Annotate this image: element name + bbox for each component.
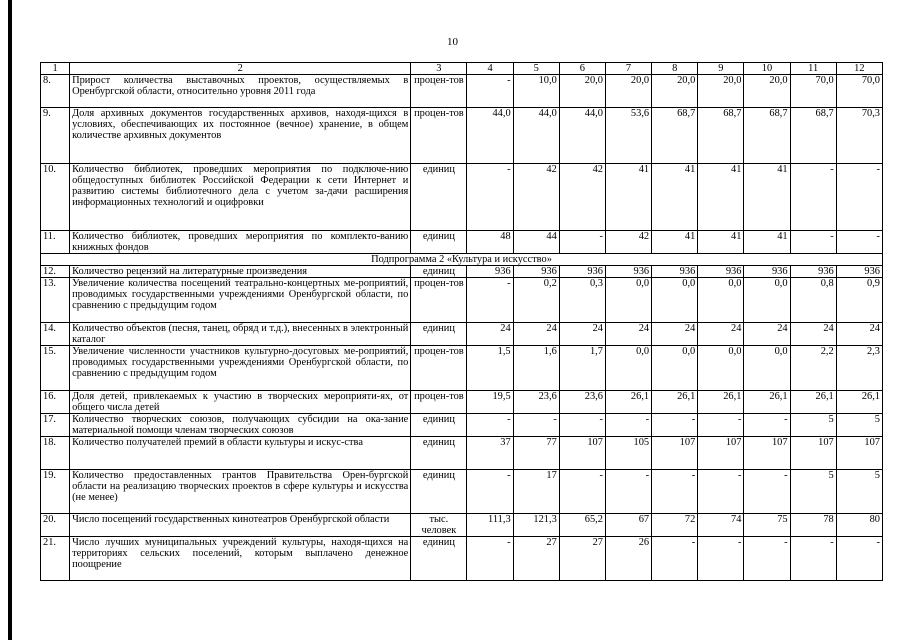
- value-cell: 936: [744, 266, 790, 278]
- value-cell: 26,1: [744, 391, 790, 414]
- value-cell: -: [467, 470, 513, 514]
- value-cell: 0,0: [698, 278, 744, 323]
- value-cell: -: [698, 537, 744, 581]
- value-cell: 24: [605, 323, 651, 346]
- value-cell: 41: [652, 231, 698, 254]
- left-margin-bar: [8, 0, 12, 640]
- row-number: 15.: [41, 346, 70, 391]
- row-number: 12.: [41, 266, 70, 278]
- indicator-name: Количество библиотек, проведших мероприятия по подключе-нию общедоступных библиотек Российской Федерации к сети Интернет и развитию системы библиотечного дела с учетом за-дачи расширения информационных технологий и оцифровки: [70, 164, 411, 231]
- value-cell: 65,2: [559, 514, 605, 537]
- value-cell: 1,7: [559, 346, 605, 391]
- table-row: [41, 278, 883, 323]
- value-cell: 68,7: [698, 108, 744, 164]
- value-cell: 17: [513, 470, 559, 514]
- value-cell: 68,7: [744, 108, 790, 164]
- row-number: 16.: [41, 391, 70, 414]
- value-cell: 5: [836, 414, 882, 437]
- table-row: [41, 437, 883, 470]
- value-cell: 27: [559, 537, 605, 581]
- value-cell: 41: [698, 231, 744, 254]
- table-row: [41, 266, 883, 278]
- value-cell: 20,0: [744, 75, 790, 108]
- row-number: 11.: [41, 231, 70, 254]
- value-cell: -: [836, 537, 882, 581]
- value-cell: 0,0: [652, 278, 698, 323]
- column-header: 8: [652, 63, 698, 75]
- value-cell: 24: [467, 323, 513, 346]
- value-cell: 5: [790, 470, 836, 514]
- value-cell: 121,3: [513, 514, 559, 537]
- table-row: [41, 231, 883, 254]
- row-number: 10.: [41, 164, 70, 231]
- value-cell: 44,0: [467, 108, 513, 164]
- column-header: 5: [513, 63, 559, 75]
- value-cell: -: [652, 470, 698, 514]
- value-cell: 42: [605, 231, 651, 254]
- unit: единиц: [411, 266, 467, 278]
- value-cell: 24: [698, 323, 744, 346]
- unit: единиц: [411, 231, 467, 254]
- value-cell: 41: [605, 164, 651, 231]
- value-cell: 68,7: [790, 108, 836, 164]
- value-cell: -: [467, 75, 513, 108]
- value-cell: 70,0: [836, 75, 882, 108]
- value-cell: 2,2: [790, 346, 836, 391]
- indicator-name: Количество объектов (песня, танец, обряд и т.д.), внесенных в электронный каталог: [70, 323, 411, 346]
- value-cell: 20,0: [559, 75, 605, 108]
- unit: процен-тов: [411, 346, 467, 391]
- indicator-name: Количество рецензий на литературные произведения: [70, 266, 411, 278]
- value-cell: 0,0: [698, 346, 744, 391]
- value-cell: 24: [790, 323, 836, 346]
- value-cell: 111,3: [467, 514, 513, 537]
- header-row: [41, 63, 883, 75]
- value-cell: 936: [652, 266, 698, 278]
- value-cell: 41: [652, 164, 698, 231]
- column-header: 2: [70, 63, 411, 75]
- table-row: [41, 414, 883, 437]
- value-cell: 936: [559, 266, 605, 278]
- value-cell: 0,0: [744, 278, 790, 323]
- value-cell: 0,0: [652, 346, 698, 391]
- value-cell: 5: [790, 414, 836, 437]
- value-cell: 70,3: [836, 108, 882, 164]
- subprogram-title: Подпрограмма 2 «Культура и искусство»: [41, 254, 883, 266]
- value-cell: -: [559, 470, 605, 514]
- indicator-name: Доля детей, привлекаемых к участию в творческих мероприяти-ях, от общего числа детей: [70, 391, 411, 414]
- value-cell: 5: [836, 470, 882, 514]
- value-cell: 48: [467, 231, 513, 254]
- value-cell: -: [559, 231, 605, 254]
- value-cell: 23,6: [559, 391, 605, 414]
- value-cell: 0,0: [605, 278, 651, 323]
- value-cell: -: [790, 164, 836, 231]
- column-header: 3: [411, 63, 467, 75]
- value-cell: 42: [513, 164, 559, 231]
- value-cell: 107: [698, 437, 744, 470]
- value-cell: -: [605, 414, 651, 437]
- value-cell: 26,1: [790, 391, 836, 414]
- value-cell: -: [652, 414, 698, 437]
- row-number: 18.: [41, 437, 70, 470]
- table-row: [41, 323, 883, 346]
- value-cell: 44,0: [559, 108, 605, 164]
- table-row: [41, 537, 883, 581]
- value-cell: 107: [744, 437, 790, 470]
- row-number: 20.: [41, 514, 70, 537]
- row-number: 21.: [41, 537, 70, 581]
- value-cell: 0,9: [836, 278, 882, 323]
- value-cell: 26,1: [836, 391, 882, 414]
- value-cell: 41: [698, 164, 744, 231]
- value-cell: 107: [652, 437, 698, 470]
- row-number: 9.: [41, 108, 70, 164]
- table-row: [41, 75, 883, 108]
- value-cell: 41: [744, 164, 790, 231]
- value-cell: -: [467, 414, 513, 437]
- value-cell: 70,0: [790, 75, 836, 108]
- value-cell: 10,0: [513, 75, 559, 108]
- row-number: 17.: [41, 414, 70, 437]
- value-cell: -: [790, 537, 836, 581]
- row-number: 19.: [41, 470, 70, 514]
- value-cell: 24: [744, 323, 790, 346]
- value-cell: 2,3: [836, 346, 882, 391]
- value-cell: 107: [836, 437, 882, 470]
- value-cell: 75: [744, 514, 790, 537]
- value-cell: 20,0: [698, 75, 744, 108]
- row-number: 8.: [41, 75, 70, 108]
- value-cell: 936: [698, 266, 744, 278]
- unit: единиц: [411, 164, 467, 231]
- table-row: [41, 470, 883, 514]
- value-cell: -: [467, 537, 513, 581]
- page-number: 10: [447, 36, 458, 48]
- subprogram-row: [41, 254, 883, 266]
- unit: процен-тов: [411, 391, 467, 414]
- column-header: 4: [467, 63, 513, 75]
- value-cell: 0,0: [744, 346, 790, 391]
- value-cell: 24: [559, 323, 605, 346]
- value-cell: 26,1: [605, 391, 651, 414]
- value-cell: -: [513, 414, 559, 437]
- indicator-name: Увеличение количества посещений театрально-концертных ме-роприятий, проводимых государственными учреждениями Оренбургской области, по сравнению с предыдущим годом: [70, 278, 411, 323]
- value-cell: 44,0: [513, 108, 559, 164]
- value-cell: 26: [605, 537, 651, 581]
- value-cell: 53,6: [605, 108, 651, 164]
- value-cell: 24: [652, 323, 698, 346]
- table-row: [41, 514, 883, 537]
- value-cell: -: [698, 470, 744, 514]
- value-cell: 26,1: [652, 391, 698, 414]
- value-cell: -: [744, 537, 790, 581]
- column-header: 7: [605, 63, 651, 75]
- value-cell: -: [467, 164, 513, 231]
- value-cell: 37: [467, 437, 513, 470]
- indicator-name: Доля архивных документов государственных архивов, находя-щихся в условиях, обеспечивающих их постоянное (вечное) хранение, в общем количестве архивных документов: [70, 108, 411, 164]
- indicators-table: [40, 62, 883, 581]
- value-cell: 936: [605, 266, 651, 278]
- value-cell: -: [467, 278, 513, 323]
- value-cell: 0,2: [513, 278, 559, 323]
- value-cell: 27: [513, 537, 559, 581]
- value-cell: 19,5: [467, 391, 513, 414]
- value-cell: 0,8: [790, 278, 836, 323]
- value-cell: 24: [513, 323, 559, 346]
- unit: тыс. человек: [411, 514, 467, 537]
- column-header: 9: [698, 63, 744, 75]
- value-cell: 107: [559, 437, 605, 470]
- value-cell: 67: [605, 514, 651, 537]
- value-cell: -: [836, 164, 882, 231]
- value-cell: -: [605, 470, 651, 514]
- value-cell: 74: [698, 514, 744, 537]
- column-header: 1: [41, 63, 70, 75]
- indicator-name: Число лучших муниципальных учреждений культуры, находя-щихся на территориях сельских поселений, которым выплачено денежное поощрение: [70, 537, 411, 581]
- value-cell: 107: [790, 437, 836, 470]
- value-cell: 936: [467, 266, 513, 278]
- value-cell: 68,7: [652, 108, 698, 164]
- column-header: 11: [790, 63, 836, 75]
- value-cell: -: [790, 231, 836, 254]
- value-cell: 41: [744, 231, 790, 254]
- value-cell: 77: [513, 437, 559, 470]
- value-cell: -: [744, 470, 790, 514]
- indicator-name: Количество творческих союзов, получающих субсидии на ока-зание материальной помощи членам творческих союзов: [70, 414, 411, 437]
- indicator-name: Количество библиотек, проведших мероприятия по комплекто-ванию книжных фондов: [70, 231, 411, 254]
- unit: единиц: [411, 414, 467, 437]
- indicator-name: Прирост количества выставочных проектов, осуществляемых в Оренбургской области, относительно уровня 2011 года: [70, 75, 411, 108]
- value-cell: -: [698, 414, 744, 437]
- unit: процен-тов: [411, 278, 467, 323]
- row-number: 14.: [41, 323, 70, 346]
- value-cell: 72: [652, 514, 698, 537]
- value-cell: -: [559, 414, 605, 437]
- value-cell: 20,0: [605, 75, 651, 108]
- unit: процен-тов: [411, 108, 467, 164]
- unit: процен-тов: [411, 75, 467, 108]
- unit: единиц: [411, 323, 467, 346]
- value-cell: 1,5: [467, 346, 513, 391]
- table-row: [41, 391, 883, 414]
- unit: единиц: [411, 470, 467, 514]
- value-cell: 936: [836, 266, 882, 278]
- indicator-name: Увеличение численности участников культурно-досуговых ме-роприятий, проводимых государственными учреждениями Оренбургской области, по сравнению с предыдущим годом: [70, 346, 411, 391]
- indicator-name: Количество предоставленных грантов Правительства Орен-бургской области на реализацию творческих проектов в сфере культуры и искусства (не менее): [70, 470, 411, 514]
- indicator-name: Число посещений государственных кинотеатров Оренбургской области: [70, 514, 411, 537]
- value-cell: 42: [559, 164, 605, 231]
- value-cell: 1,6: [513, 346, 559, 391]
- value-cell: 0,3: [559, 278, 605, 323]
- column-header: 10: [744, 63, 790, 75]
- value-cell: 23,6: [513, 391, 559, 414]
- value-cell: 20,0: [652, 75, 698, 108]
- value-cell: 105: [605, 437, 651, 470]
- column-header: 12: [836, 63, 882, 75]
- column-header: 6: [559, 63, 605, 75]
- value-cell: 44: [513, 231, 559, 254]
- unit: единиц: [411, 437, 467, 470]
- value-cell: 936: [513, 266, 559, 278]
- row-number: 13.: [41, 278, 70, 323]
- value-cell: 936: [790, 266, 836, 278]
- table-row: [41, 164, 883, 231]
- value-cell: 78: [790, 514, 836, 537]
- indicator-name: Количество получателей премий в области культуры и искус-ства: [70, 437, 411, 470]
- value-cell: 80: [836, 514, 882, 537]
- value-cell: 0,0: [605, 346, 651, 391]
- table-row: [41, 108, 883, 164]
- value-cell: -: [744, 414, 790, 437]
- value-cell: -: [836, 231, 882, 254]
- value-cell: -: [652, 537, 698, 581]
- value-cell: 26,1: [698, 391, 744, 414]
- table-row: [41, 346, 883, 391]
- value-cell: 24: [836, 323, 882, 346]
- unit: единиц: [411, 537, 467, 581]
